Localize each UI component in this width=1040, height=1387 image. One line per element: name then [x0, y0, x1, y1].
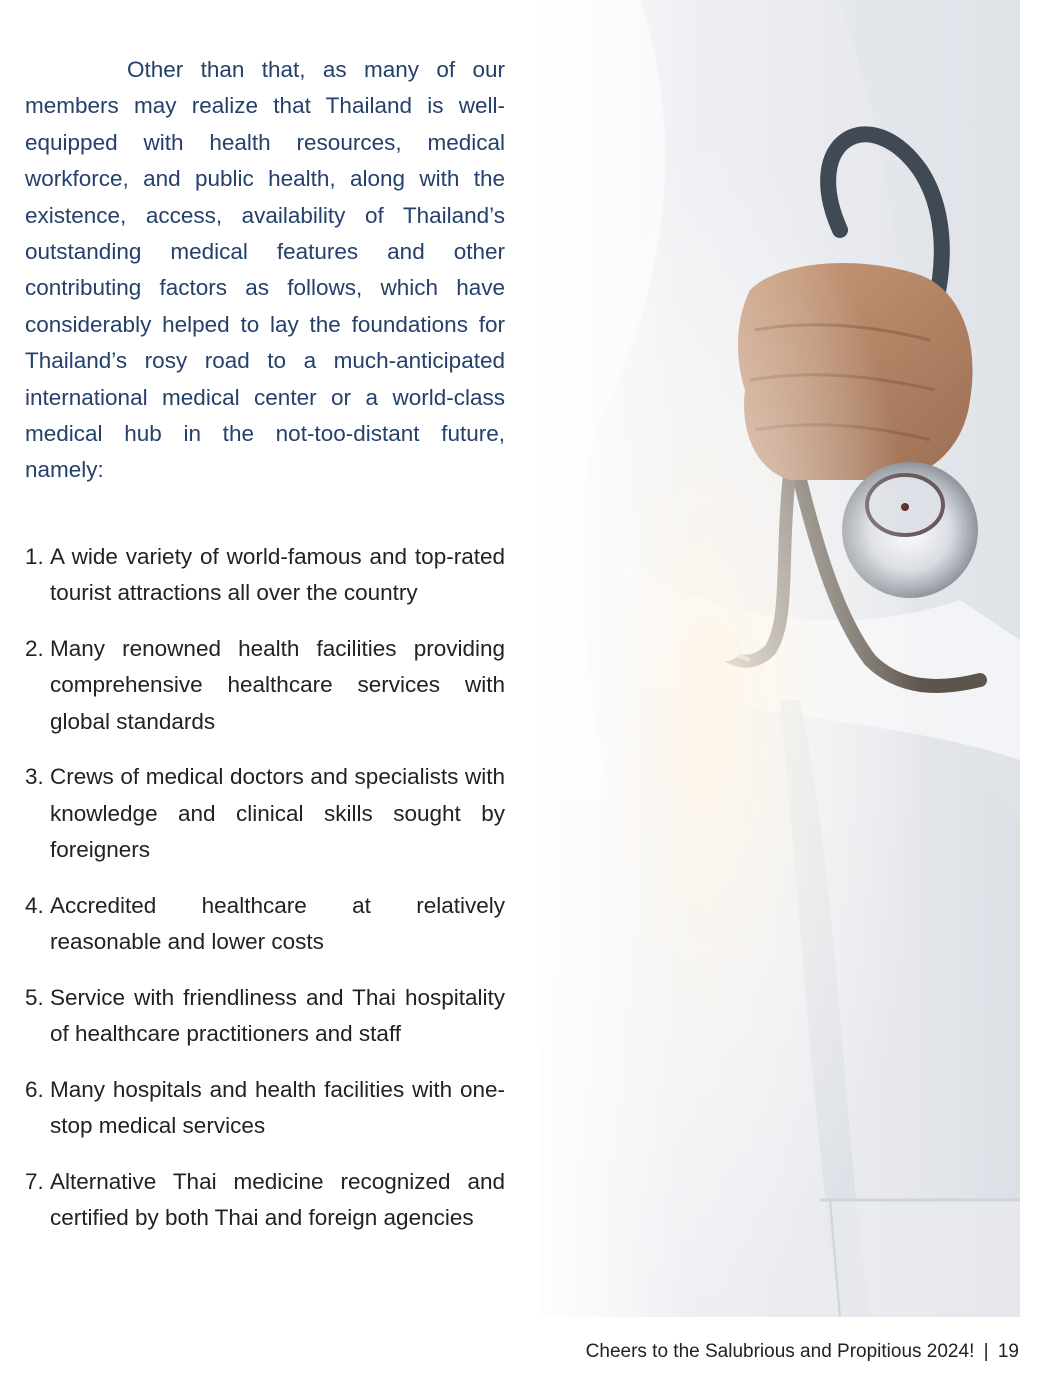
list-item: [25, 1164, 505, 1237]
list-item: [25, 1072, 505, 1145]
list-item-text: A wide variety of world-famous and top-rated tourist attractions all over the country: [50, 543, 505, 606]
list-item-text: Alternative Thai medicine recognized and certified by both Thai and foreign agencies: [50, 1168, 505, 1231]
footer-separator: |: [983, 1341, 989, 1362]
list-item-text: Accredited healthcare at relatively reasonable and lower costs: [50, 892, 505, 955]
list-item-text: Crews of medical doctors and specialists with knowledge and clinical skills sought by foreigners: [50, 764, 505, 863]
list-item-number: 5.: [25, 984, 44, 1010]
intro-paragraph: Other than that, as many of our members may realize that Thailand is well-equipped with health resources, medical workforce, and public health, along with the existence, access, availability of Thailand’s outstanding medical features and other contributing factors as follows, which have considerably helped to lay the foundations for Thailand’s rosy road to a much-anticipated international medical center or a world-class medical hub in the not-too-distant future, namely:: [25, 57, 505, 483]
list-item-number: 4.: [25, 892, 44, 918]
doctor-stethoscope-photo: [540, 0, 1020, 1317]
list-item-number: 1.: [25, 543, 44, 569]
list-item-text: Many renowned health facilities providing comprehensive healthcare services with global standards: [50, 635, 505, 734]
list-item-text: Service with friendliness and Thai hospitality of healthcare practitioners and staff: [50, 984, 505, 1047]
list-item: [25, 539, 505, 612]
list-item: [25, 888, 505, 961]
list-item-number: 2.: [25, 635, 44, 661]
list-item: [25, 759, 505, 869]
list-item-number: 3.: [25, 764, 44, 790]
list-item-text: Many hospitals and health facilities with one-stop medical services: [50, 1076, 505, 1139]
list-item-number: 7.: [25, 1168, 44, 1194]
text-column: [25, 52, 505, 1256]
list-item: [25, 980, 505, 1053]
footer-title: Cheers to the Salubrious and Propitious 2024!: [585, 1341, 975, 1362]
page-number: 19: [997, 1341, 1019, 1362]
list-item-number: 6.: [25, 1076, 44, 1102]
page-footer: [586, 1339, 1019, 1365]
list-item: [25, 631, 505, 741]
features-list: [25, 539, 505, 1237]
